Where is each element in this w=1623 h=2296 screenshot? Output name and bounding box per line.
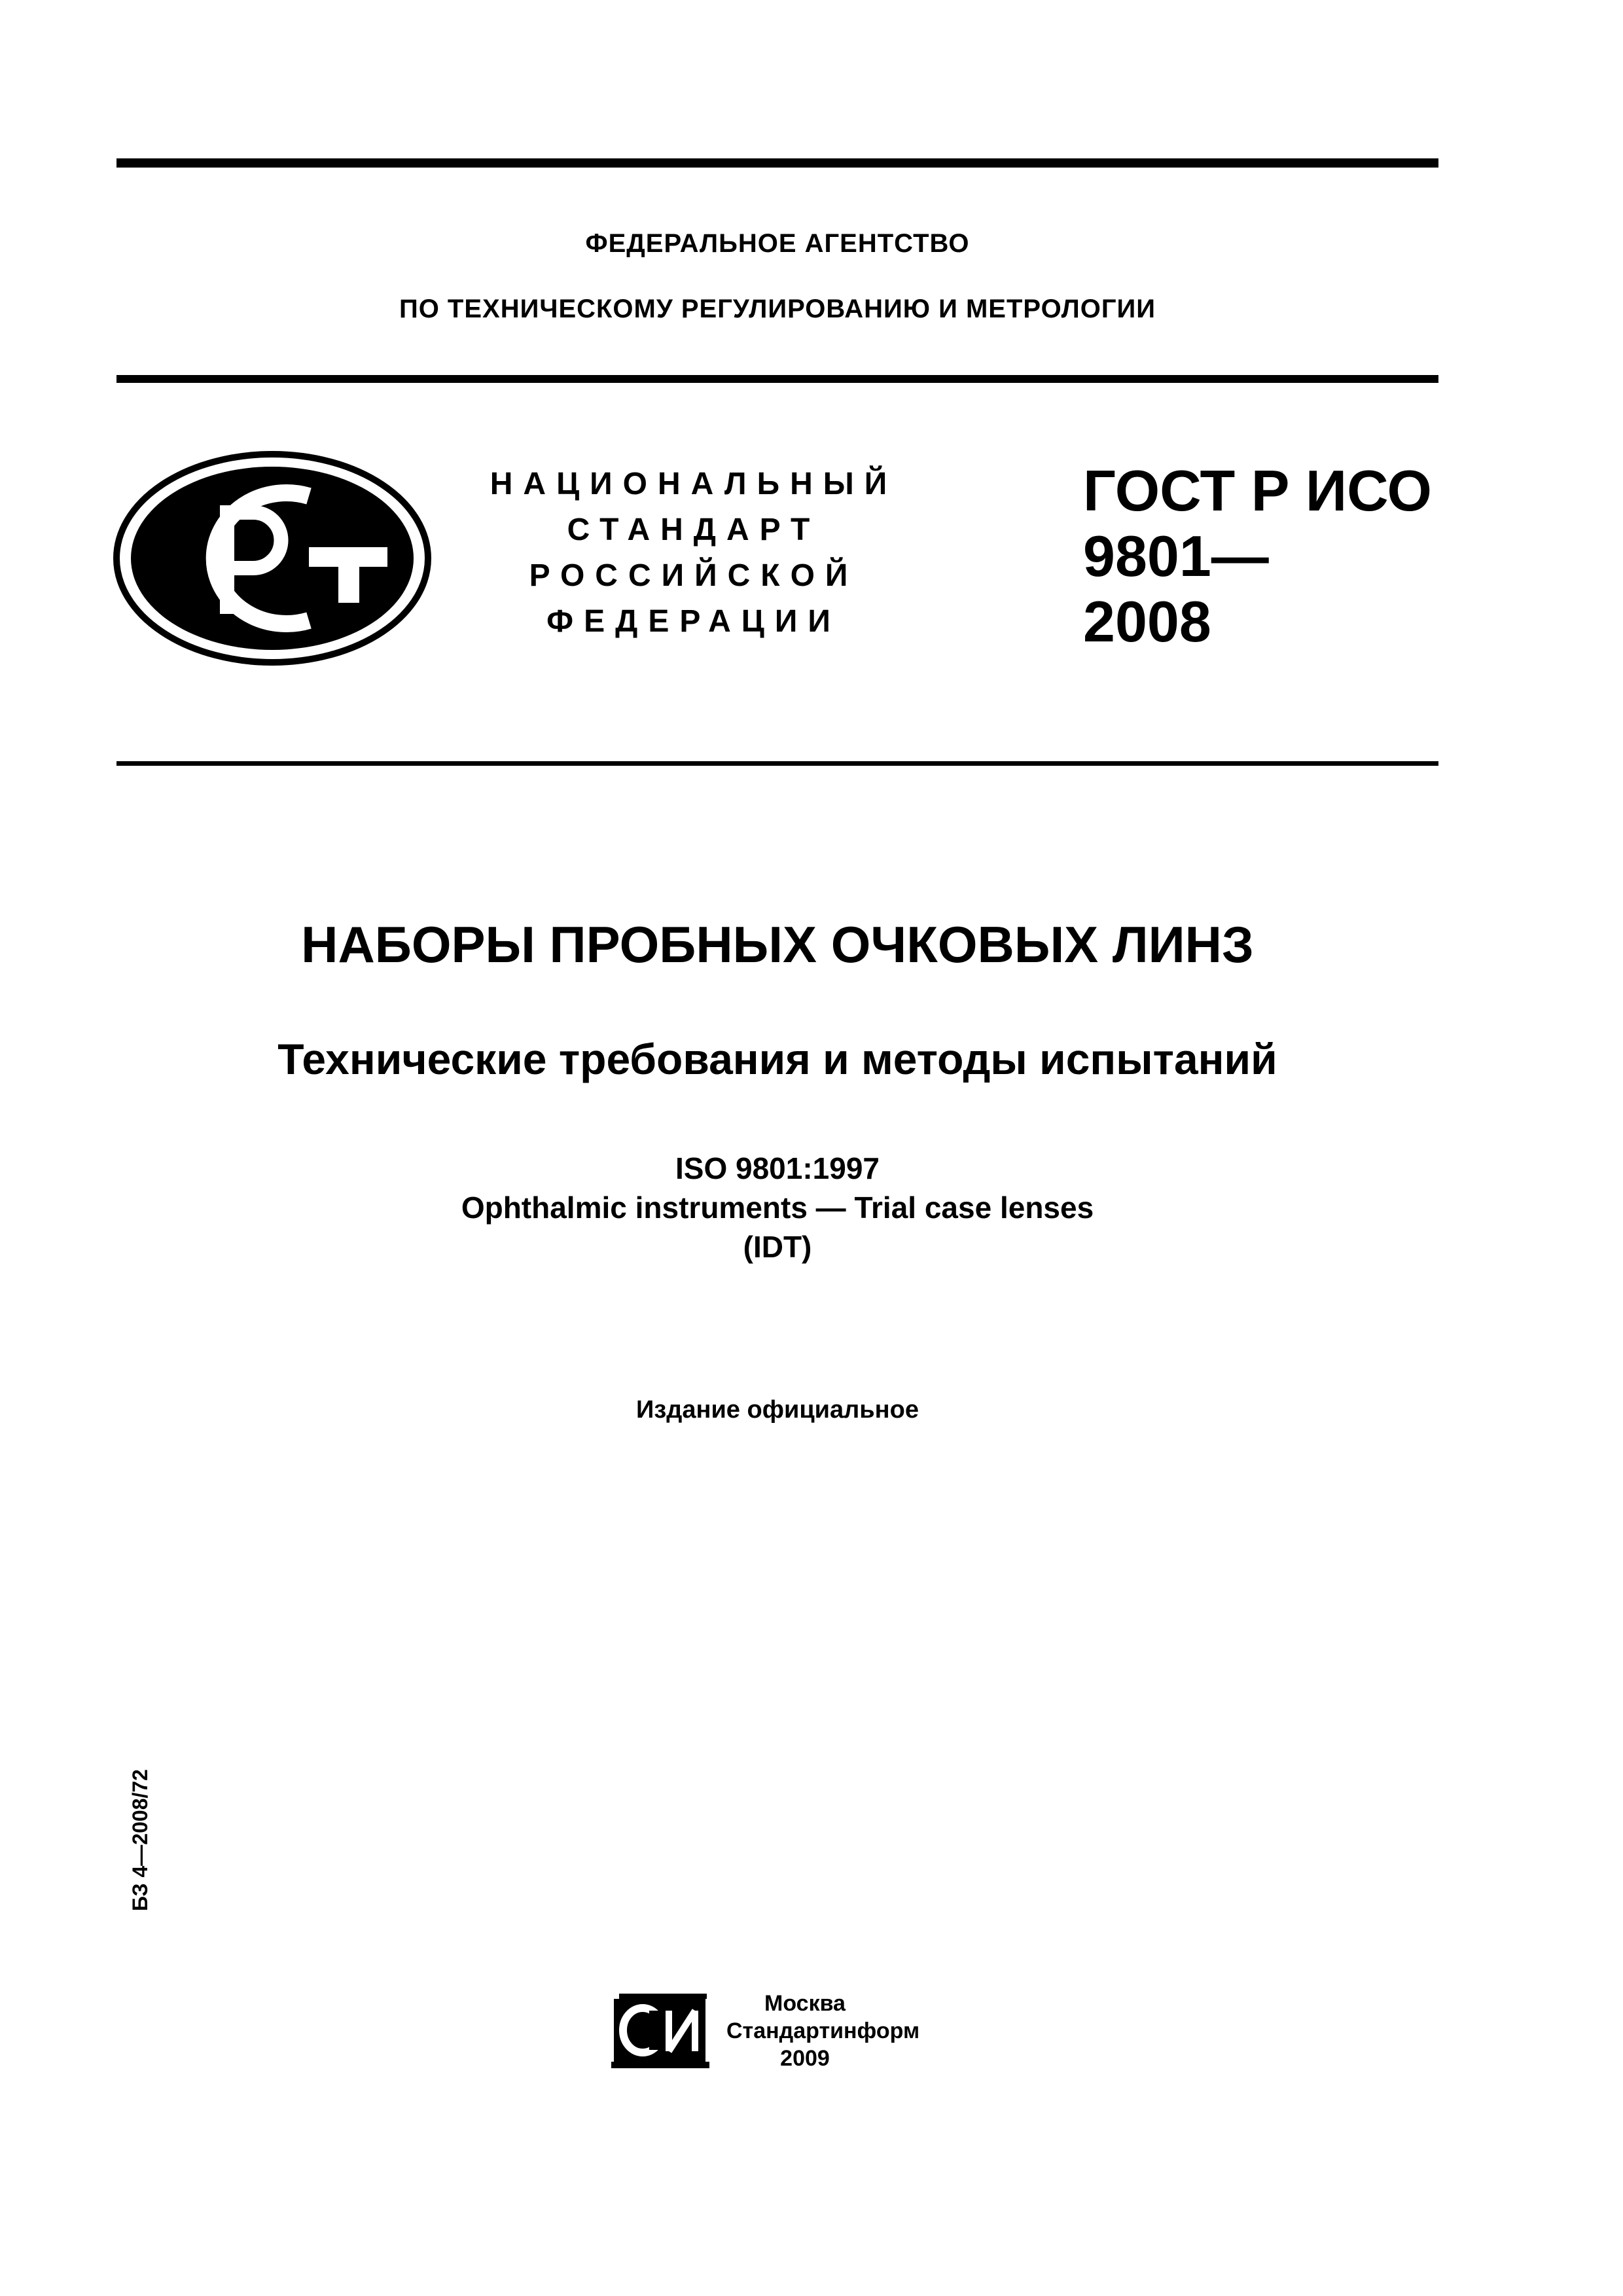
publisher-city: Москва — [764, 1991, 846, 2016]
national-standard-line-1: НАЦИОНАЛЬНЫЙ — [490, 467, 898, 501]
side-code: БЗ 4—2008/72 — [128, 1769, 152, 1911]
iso-code: ISO 9801:1997 — [675, 1151, 880, 1185]
national-standard-block — [484, 461, 903, 645]
gost-line-1: ГОСТ Р ИСО — [1083, 458, 1432, 523]
gost-line-3: 2008 — [1083, 589, 1211, 654]
standartinform-logo-icon — [611, 1991, 709, 2068]
document-subtitle: Технические требования и методы испытаний — [277, 1035, 1277, 1083]
iso-reference — [116, 1149, 1438, 1266]
header-bottom-rule — [116, 761, 1438, 766]
publisher-block — [726, 1990, 920, 2072]
national-standard-line-4: ФЕДЕРАЦИИ — [546, 604, 841, 639]
publisher-year: 2009 — [780, 2046, 830, 2071]
iso-degree: (IDT) — [743, 1230, 812, 1264]
national-standard-line-2: СТАНДАРТ — [567, 512, 821, 547]
agency-line-2: ПО ТЕХНИЧЕСКОМУ РЕГУЛИРОВАНИЮ И МЕТРОЛОГИИ — [399, 295, 1156, 323]
iso-name: Ophthalmic instruments — Trial case lenses — [461, 1191, 1094, 1225]
rst-certification-logo-icon — [113, 450, 432, 666]
gost-designation — [1083, 458, 1432, 655]
national-standard-line-3: РОССИЙСКОЙ — [529, 558, 859, 593]
agency-line-1: ФЕДЕРАЛЬНОЕ АГЕНТСТВО — [585, 229, 970, 258]
publisher-name: Стандартинформ — [726, 2018, 920, 2043]
top-rule — [116, 158, 1438, 168]
edition-label: Издание официальное — [636, 1396, 919, 1424]
agency-bottom-rule — [116, 375, 1438, 383]
gost-line-2: 9801— — [1083, 524, 1269, 588]
document-title: НАБОРЫ ПРОБНЫХ ОЧКОВЫХ ЛИНЗ — [301, 916, 1254, 973]
